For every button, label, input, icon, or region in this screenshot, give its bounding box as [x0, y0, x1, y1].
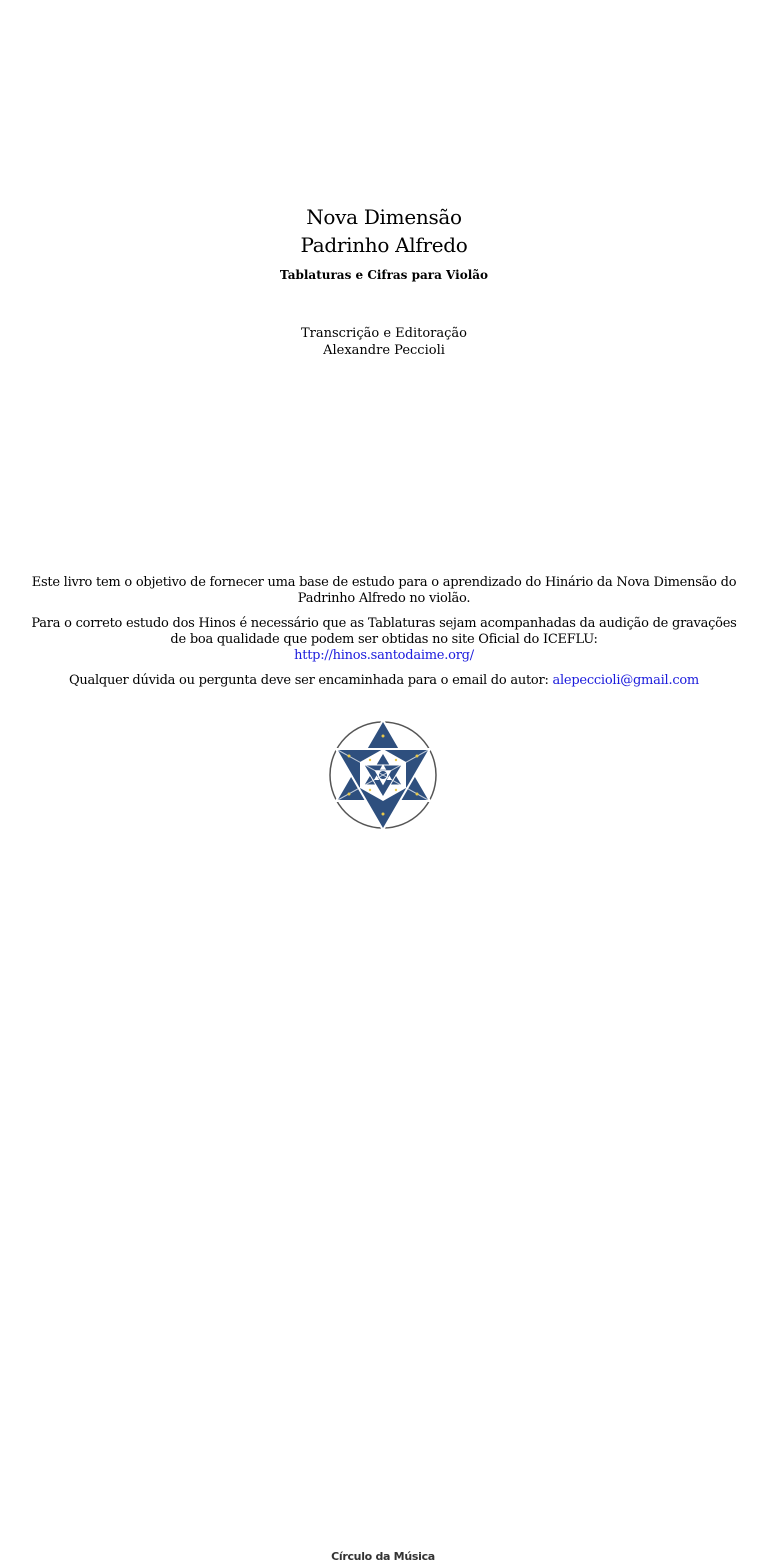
star-dot [369, 789, 371, 791]
star-dot [382, 735, 385, 738]
star-dot [348, 755, 351, 758]
star-dot [395, 789, 397, 791]
star-dot [369, 759, 371, 761]
body-text [30, 575, 738, 698]
star-of-david-emblem [324, 716, 442, 834]
title-block [0, 203, 768, 283]
book-title: Nova Dimensão [306, 205, 462, 229]
star-dot [348, 793, 351, 796]
contact-paragraph-text: Qualquer dúvida ou pergunta deve ser encaminhada para o email do autor: [68, 673, 549, 688]
book-author: Padrinho Alfredo [300, 233, 468, 257]
intro-paragraph: Este livro tem o objetivo de fornecer uma base de estudo para o aprendizado do Hinário da Nova Dimensão do Padrinho Alfredo no violão. [31, 575, 737, 606]
logo-caption: Círculo da Música [331, 1550, 435, 1563]
site-link[interactable]: http://hinos.santodaime.org/ [294, 648, 474, 663]
star-dot [416, 755, 419, 758]
study-paragraph [30, 616, 738, 664]
email-link[interactable]: alepeccioli@gmail.com [552, 673, 700, 688]
book-subtitle: Tablaturas e Cifras para Violão [279, 268, 489, 282]
star-dot [416, 793, 419, 796]
contact-paragraph [30, 673, 738, 689]
study-paragraph-text: Para o correto estudo dos Hinos é necessário que as Tablaturas sejam acompanhadas da audição de gravações de boa qualidade que podem ser obtidas no site Oficial do ICEFLU: [31, 616, 737, 647]
credits-name: Alexandre Peccioli [323, 343, 445, 358]
star-dot [395, 759, 397, 761]
credits-role: Transcrição e Editoração [301, 326, 467, 341]
circulo-da-musica-logo [324, 716, 442, 1563]
credits-block [0, 325, 768, 359]
star-dot [382, 813, 385, 816]
